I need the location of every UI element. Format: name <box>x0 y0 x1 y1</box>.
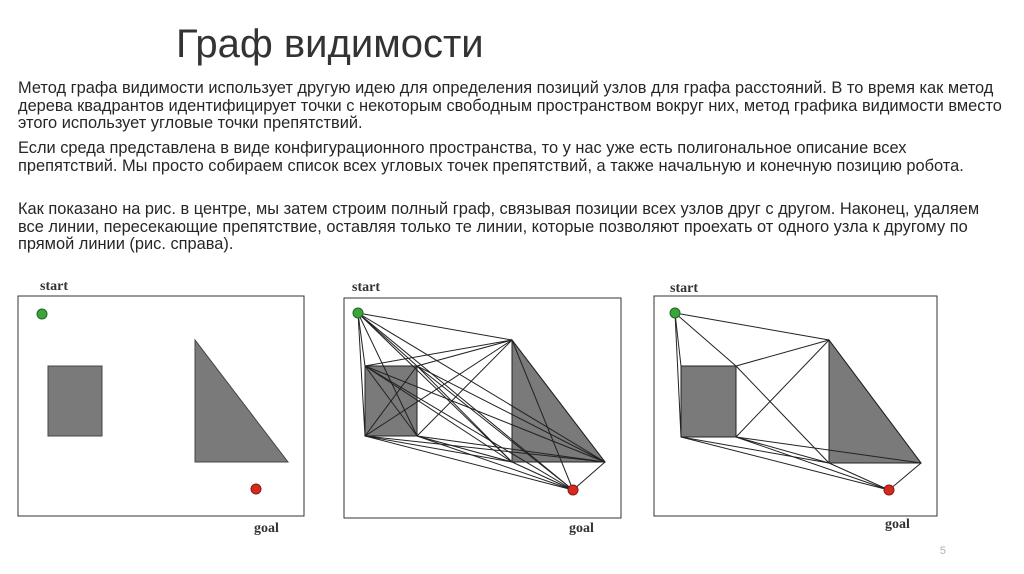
slide-title: Граф видимости <box>176 22 484 66</box>
start-node <box>670 308 680 318</box>
goal-node <box>884 485 894 495</box>
page-number: 5 <box>939 545 946 557</box>
figure-environment <box>18 279 304 536</box>
figure-complete-graph <box>344 280 621 536</box>
goal-node <box>568 485 578 495</box>
rectangle-obstacle <box>681 366 736 437</box>
start-node <box>37 309 47 319</box>
paragraph-intro: Метод графа видимости использует другую идею для определения позиций узлов для графа расстояний. В то время как метод дерева квадрантов идентифицирует точки с некоторым свободным пространством вокруг них, метод графика видимости вместо этого использует угловые точки препятствий. <box>18 79 1002 132</box>
figures-row <box>0 270 1024 560</box>
goal-label: goal <box>885 517 910 532</box>
start-node <box>353 308 363 318</box>
figures-svg <box>0 270 1024 560</box>
paragraph-configuration-space: Если среда представлена в виде конфигурационного пространства, то у нас уже есть полигональное описание всех препятствий. Мы просто собираем список всех угловых точек препятствий, а также начальную и конечную позицию робота. <box>18 139 964 175</box>
start-label: start <box>352 280 380 295</box>
start-label: start <box>670 281 698 296</box>
goal-node <box>251 484 261 494</box>
goal-label: goal <box>569 521 594 536</box>
paragraph-full-graph: Как показано на рис. в центре, мы затем строим полный граф, связывая позиции всех узлов друг с другом. Наконец, удаляем все линии, пересекающие препятствие, оставляя только те линии, которые позволяют проехать от одного узла к другому по прямой линии (рис. справа). <box>18 200 980 253</box>
start-label: start <box>40 279 68 294</box>
figure-visibility-graph <box>654 281 937 532</box>
rectangle-obstacle <box>48 366 102 436</box>
goal-label: goal <box>254 521 279 536</box>
